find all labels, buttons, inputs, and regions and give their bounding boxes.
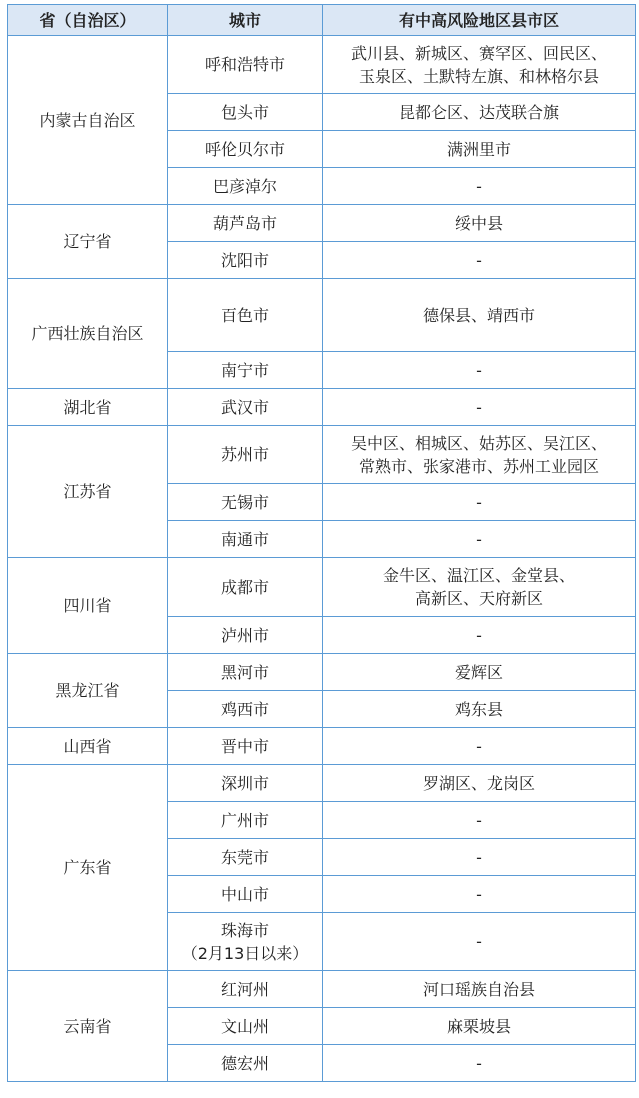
areas-cell: 昆都仑区、达茂联合旗: [323, 94, 636, 131]
city-cell: 南通市: [168, 521, 323, 558]
areas-cell: 满洲里市: [323, 131, 636, 168]
city-cell: 广州市: [168, 802, 323, 839]
city-cell: 东莞市: [168, 839, 323, 876]
city-cell: 无锡市: [168, 484, 323, 521]
city-cell: 武汉市: [168, 389, 323, 426]
areas-cell: 金牛区、温江区、金堂县、 高新区、天府新区: [323, 558, 636, 617]
table-row: [8, 36, 636, 94]
city-cell: 百色市: [168, 279, 323, 352]
areas-cell: -: [323, 617, 636, 654]
table-row: [8, 654, 636, 691]
city-cell: 深圳市: [168, 765, 323, 802]
table-body: [8, 36, 636, 1082]
city-cell: 巴彦淖尔: [168, 168, 323, 205]
province-cell: 云南省: [8, 971, 168, 1082]
city-cell: 葫芦岛市: [168, 205, 323, 242]
areas-cell: 爱辉区: [323, 654, 636, 691]
city-cell: 晋中市: [168, 728, 323, 765]
city-cell: 珠海市 （2月13日以来）: [168, 913, 323, 971]
header-city: 城市: [168, 5, 323, 36]
city-cell: 鸡西市: [168, 691, 323, 728]
areas-cell: 麻栗坡县: [323, 1008, 636, 1045]
province-cell: 辽宁省: [8, 205, 168, 279]
province-cell: 湖北省: [8, 389, 168, 426]
areas-cell: -: [323, 521, 636, 558]
areas-cell: -: [323, 728, 636, 765]
table-row: [8, 765, 636, 802]
header-row: [8, 5, 636, 36]
province-cell: 山西省: [8, 728, 168, 765]
table-row: [8, 971, 636, 1008]
city-cell: 南宁市: [168, 352, 323, 389]
province-cell: 黑龙江省: [8, 654, 168, 728]
areas-cell: -: [323, 839, 636, 876]
areas-cell: 吴中区、相城区、姑苏区、吴江区、 常熟市、张家港市、苏州工业园区: [323, 426, 636, 484]
areas-cell: -: [323, 876, 636, 913]
province-cell: 内蒙古自治区: [8, 36, 168, 205]
city-cell: 呼伦贝尔市: [168, 131, 323, 168]
header-province: 省（自治区）: [8, 5, 168, 36]
areas-cell: 德保县、靖西市: [323, 279, 636, 352]
areas-cell: -: [323, 352, 636, 389]
areas-cell: -: [323, 389, 636, 426]
areas-cell: 武川县、新城区、赛罕区、回民区、 玉泉区、土默特左旗、和林格尔县: [323, 36, 636, 94]
areas-cell: 鸡东县: [323, 691, 636, 728]
city-cell: 苏州市: [168, 426, 323, 484]
city-cell: 德宏州: [168, 1045, 323, 1082]
city-cell: 沈阳市: [168, 242, 323, 279]
table-row: [8, 558, 636, 617]
areas-cell: 河口瑶族自治县: [323, 971, 636, 1008]
header-areas: 有中高风险地区县市区: [323, 5, 636, 36]
areas-cell: -: [323, 242, 636, 279]
city-cell: 文山州: [168, 1008, 323, 1045]
table-row: [8, 728, 636, 765]
province-cell: 广东省: [8, 765, 168, 971]
city-cell: 黑河市: [168, 654, 323, 691]
city-cell: 泸州市: [168, 617, 323, 654]
areas-cell: -: [323, 913, 636, 971]
areas-cell: -: [323, 1045, 636, 1082]
table-row: [8, 279, 636, 352]
table-row: [8, 389, 636, 426]
areas-cell: -: [323, 168, 636, 205]
areas-cell: -: [323, 484, 636, 521]
table-row: [8, 205, 636, 242]
risk-area-table: [7, 4, 636, 1082]
province-cell: 江苏省: [8, 426, 168, 558]
city-cell: 包头市: [168, 94, 323, 131]
areas-cell: 绥中县: [323, 205, 636, 242]
city-cell: 中山市: [168, 876, 323, 913]
province-cell: 四川省: [8, 558, 168, 654]
areas-cell: -: [323, 802, 636, 839]
province-cell: 广西壮族自治区: [8, 279, 168, 389]
city-cell: 成都市: [168, 558, 323, 617]
city-cell: 呼和浩特市: [168, 36, 323, 94]
city-cell: 红河州: [168, 971, 323, 1008]
areas-cell: 罗湖区、龙岗区: [323, 765, 636, 802]
table-row: [8, 426, 636, 484]
